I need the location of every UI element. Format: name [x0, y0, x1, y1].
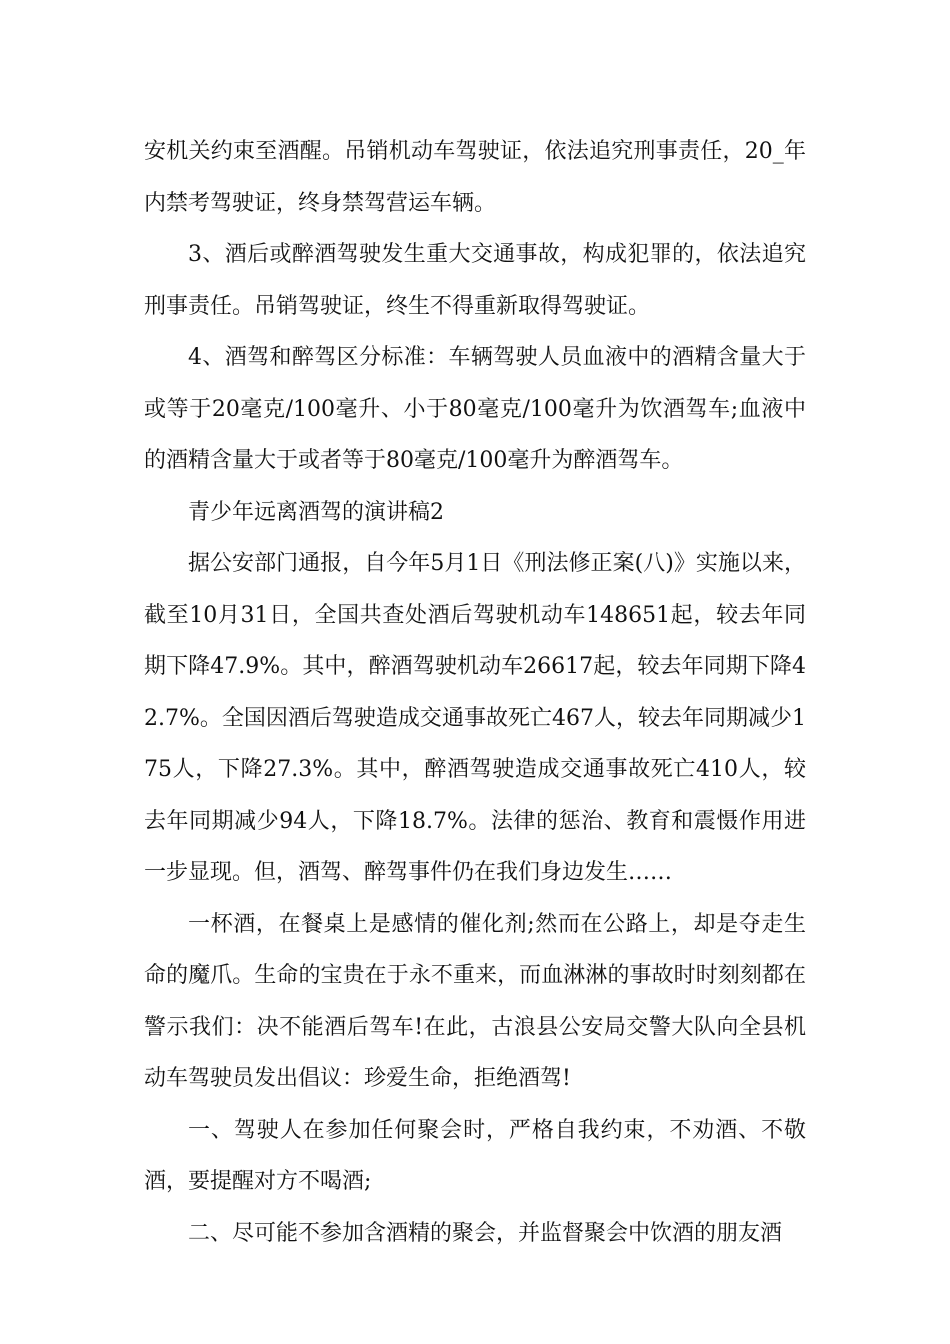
paragraph-appeal: 一杯酒，在餐桌上是感情的催化剂;然而在公路上，却是夺走生命的魔爪。生命的宝贵在于永不重来，而血淋淋的事故时时刻刻都在警示我们：决不能酒后驾车!在此，古浪县公安局交警大队向全县机动车驾驶员发出倡议：珍爱生命，拒绝酒驾! [144, 911, 806, 1091]
paragraph-statistics: 据公安部门通报，自今年5月1日《刑法修正案(八)》实施以来，截至10月31日，全国共查处酒后驾驶机动车148651起，较去年同期下降47.9%。其中，醉酒驾驶机动车26617起，较去年同期下降42.7%。全国因酒后驾驶造成交通事故死亡467人，较去年同期减少175人，下降27.3%。其中，醉酒驾驶造成交通事故死亡410人，较去年同期减少94人，下降18.7%。法律的惩治、教育和震慑作用进一步显现。但，酒驾、醉驾事件仍在我们身边发生…… [144, 551, 806, 885]
section-heading: 青少年远离酒驾的演讲稿2 [188, 499, 444, 525]
paragraph-item-3: 3、酒后或醉酒驾驶发生重大交通事故，构成犯罪的，依法追究刑事责任。吊销驾驶证，终生不得重新取得驾驶证。 [144, 242, 806, 319]
paragraph-item-4: 4、酒驾和醉驾区分标准：车辆驾驶人员血液中的酒精含量大于或等于20毫克/100毫升、小于80毫克/100毫升为饮酒驾车;血液中的酒精含量大于或者等于80毫克/100毫升为醉酒驾车。 [144, 345, 806, 473]
paragraph-continued: 安机关约束至酒醒。吊销机动车驾驶证，依法追究刑事责任，20_年内禁考驾驶证，终身禁驾营运车辆。 [144, 139, 806, 216]
paragraph-point-1: 一、驾驶人在参加任何聚会时，严格自我约束，不劝酒、不敬酒，要提醒对方不喝酒; [144, 1117, 806, 1194]
paragraph-point-2: 二、尽可能不参加含酒精的聚会，并监督聚会中饮酒的朋友酒 [188, 1220, 783, 1246]
document-body [144, 126, 806, 1259]
